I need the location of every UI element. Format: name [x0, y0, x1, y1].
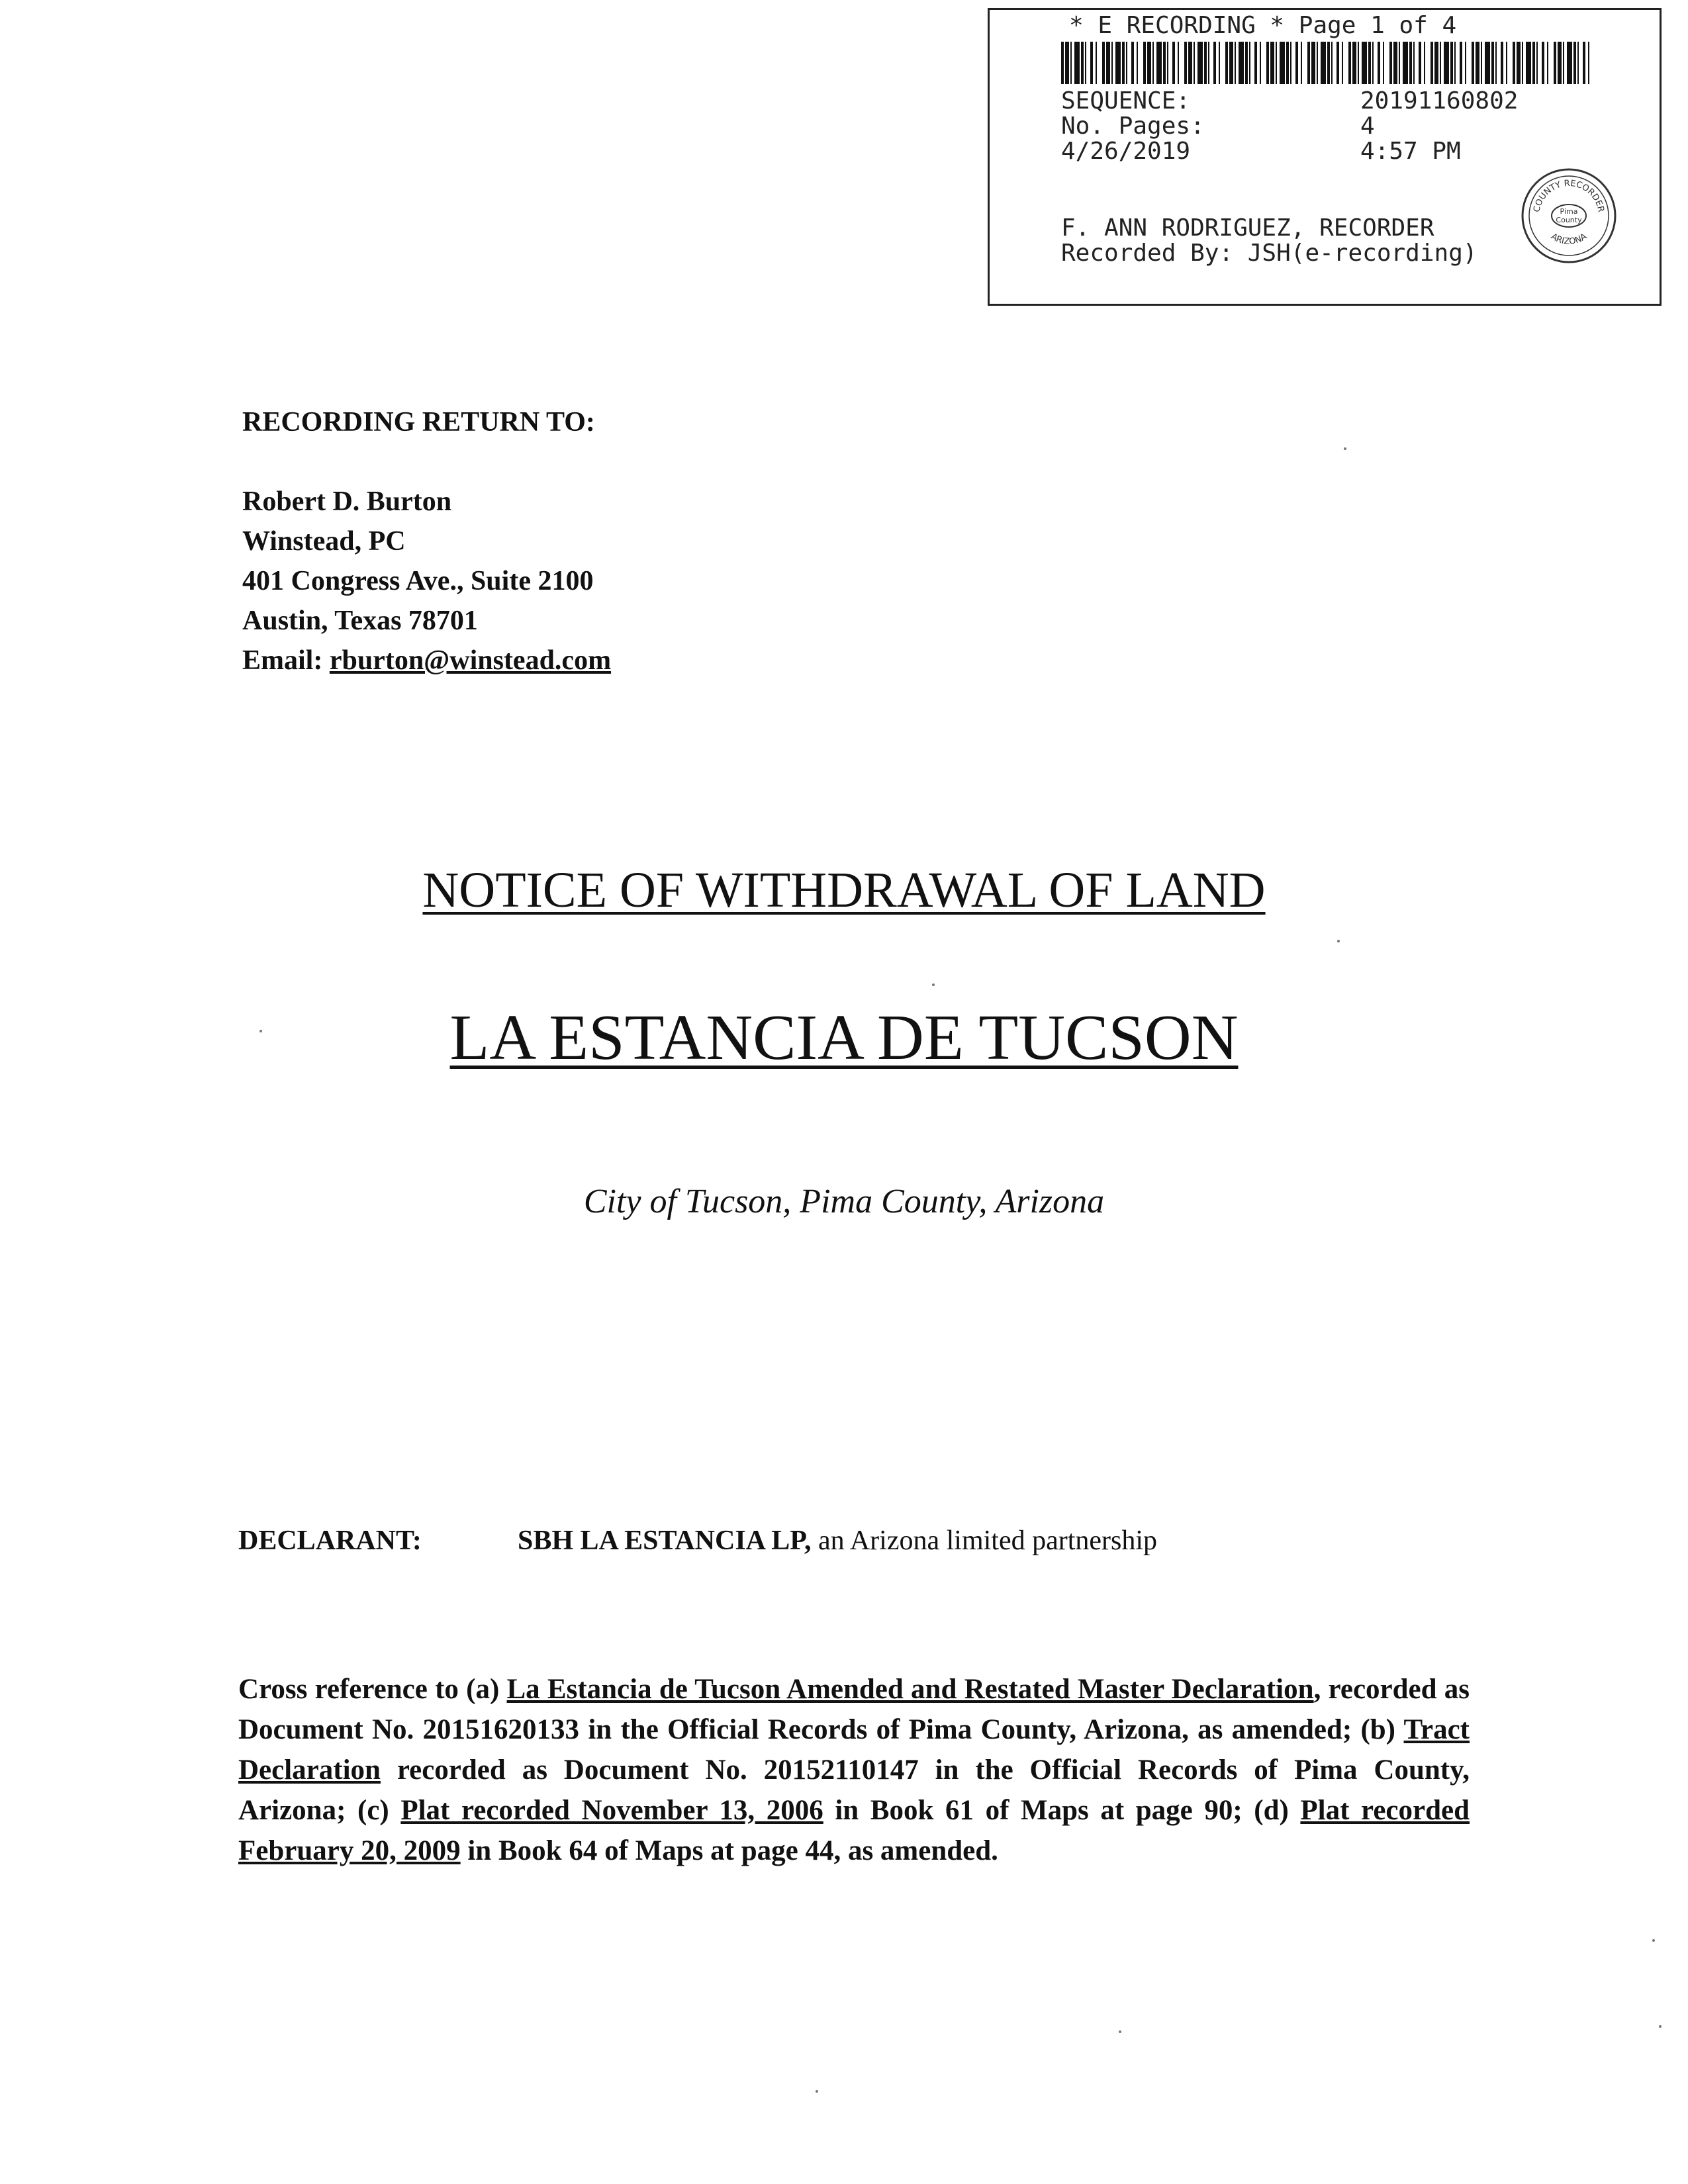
- sequence-label: SEQUENCE:: [1061, 87, 1191, 114]
- sequence-value: 20191160802: [1360, 87, 1519, 114]
- scan-speck: [816, 2090, 818, 2093]
- recording-date: 4/26/2019: [1061, 138, 1191, 165]
- cross-ref-text-2: , recorded as Document No. 20151620133 in the Official Records of Pima County, Arizona, as amended; (b): [238, 1674, 1470, 1745]
- svg-text:ARIZONA: [1549, 232, 1589, 247]
- declarant-label: DECLARANT:: [238, 1525, 422, 1556]
- return-city: Austin, Texas 78701: [242, 606, 478, 636]
- seal-center-line1: Pima: [1560, 207, 1578, 216]
- cross-ref-text-1: Cross reference to (a): [238, 1674, 507, 1705]
- email-label: Email:: [242, 645, 323, 676]
- seal-center-line2: County: [1556, 216, 1582, 224]
- scan-speck: [259, 1030, 262, 1032]
- return-firm: Winstead, PC: [242, 526, 406, 557]
- pages-value: 4: [1360, 113, 1375, 140]
- document-title: NOTICE OF WITHDRAWAL OF LAND: [422, 862, 1266, 918]
- recorded-by: Recorded By: JSH(e-recording): [1061, 240, 1477, 267]
- cross-ref-plat-2006: Plat recorded November 13, 2006: [400, 1795, 823, 1826]
- scan-speck: [1652, 1939, 1655, 1942]
- return-email-line: [242, 645, 611, 676]
- pages-label: No. Pages:: [1061, 113, 1205, 140]
- declarant-line: [518, 1525, 1157, 1557]
- seal-top-text: COUNTY RECORDER: [1532, 178, 1606, 213]
- county-seal-icon: [1519, 166, 1618, 265]
- seal-bottom-text: ARIZONA: [1549, 232, 1589, 247]
- location-line: City of Tucson, Pima County, Arizona: [583, 1183, 1105, 1220]
- cross-ref-tract-declaration: Tract Declaration: [238, 1714, 1470, 1786]
- recorder-name: F. ANN RODRIGUEZ, RECORDER: [1061, 214, 1434, 242]
- declarant-description: an Arizona limited partnership: [818, 1525, 1158, 1556]
- project-title: LA ESTANCIA DE TUCSON: [449, 1002, 1239, 1073]
- scan-speck: [1659, 2025, 1662, 2028]
- return-to-heading: RECORDING RETURN TO:: [242, 407, 595, 437]
- email-link[interactable]: rburton@winstead.com: [329, 645, 612, 676]
- cross-ref-master-declaration: La Estancia de Tucson Amended and Restated Master Declaration: [506, 1674, 1314, 1705]
- cross-ref-plat-2009: Plat recorded February 20, 2009: [238, 1795, 1470, 1866]
- barcode: [1061, 42, 1591, 84]
- return-name: Robert D. Burton: [242, 486, 452, 517]
- recording-stamp: [988, 8, 1662, 306]
- scan-speck: [932, 983, 935, 986]
- scan-speck: [1344, 447, 1346, 450]
- scan-speck: [1119, 2030, 1121, 2033]
- scan-speck: [1337, 940, 1340, 942]
- cross-ref-text-3: recorded as Document No. 20152110147 in the Official Records of Pima County, Arizona; (c): [238, 1754, 1470, 1826]
- recording-time: 4:57 PM: [1360, 138, 1461, 165]
- cross-ref-text-4: in Book 61 of Maps at page 90; (d): [823, 1795, 1301, 1826]
- return-street: 401 Congress Ave., Suite 2100: [242, 566, 594, 596]
- declarant-name: SBH LA ESTANCIA LP,: [518, 1525, 812, 1556]
- cross-ref-text-5: in Book 64 of Maps at page 44, as amended.: [460, 1835, 998, 1866]
- stamp-header: * E RECORDING * Page 1 of 4: [1069, 12, 1457, 39]
- cross-reference-paragraph: [238, 1669, 1470, 1871]
